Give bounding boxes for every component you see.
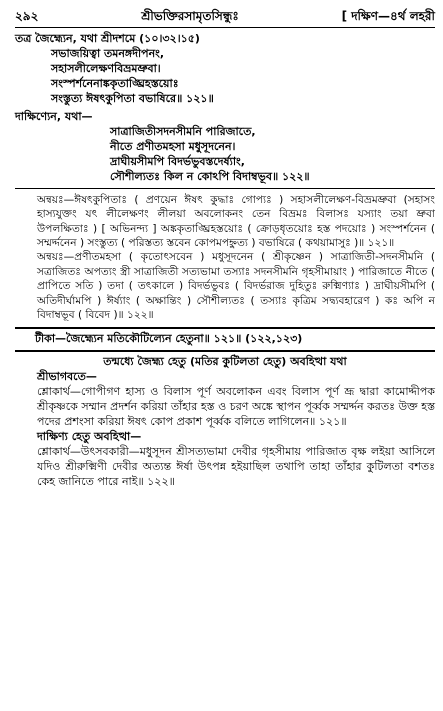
verse-block	[15, 47, 435, 107]
anvaya-paragraph: অন্বয়ঃ—প্রণীতমহসা ( কৃতোৎসবেন ) মধুসূদনেন ( শ্রীকৃষ্ণেন ) সাত্রাজিতী-সদনসীমনি ( সত্রাজিতঃ অপত্যং স্ত্রী সাত্রাজিতী সত্যভামা তস্যাঃ সদনসীমনি গৃহসীমায়াং ) পারিজাতে নীতে ( প্রাপিতে সতি ) তদা ( তৎকালে ) বিদর্ভভুবঃ ( বিদর্ভরাজ দুহিতুঃ রুক্মিণ্যাঃ ) দ্রাঘীয়সীমপি ( অতিদীর্ঘামপি ) ঈর্ষ্যাং ( অক্ষান্তিং ) সৌশীল্যতঃ ( তস্যাঃ কৃত্রিম সদ্ব্যবহারেণ ) কঃ অপি ন বিদাম্বভূব ( বিবেদ )॥ ১২২॥	[37, 251, 435, 322]
source-label: শ্রীভাগবতে—	[37, 370, 97, 384]
tika-rule	[15, 327, 435, 329]
anvaya-paragraph: অন্বয়ঃ—ঈষৎকুপিতাঃ ( প্রণয়েন ঈষৎ কু্দ্ধাঃ গোপ্যঃ ) সহাসলীলেক্ষণ-বিভ্রমভ্রুবা (সহাসং হাস্যযুক্তং যৎ লীলেক্ষণং লীলয়া অবলোকনং তেন বিভ্রমঃ বিলাসঃ যস্যাং তয়া ভ্রুবা উপলক্ষিতাঃ ) [ অভিনন্দ্য ] অঙ্ককৃতাঙ্ঘ্রিহস্তয়োঃ ( ক্রোড়ধৃতয়োঃ হস্ত পদয়োঃ ) সংস্পর্শনেন ( সম্মর্দ্দনেন ) সংস্তুত্য ( পরিস্তত্য স্তবেন কোপমপহ্নুত্য ) বভাষিরে ( কথয়ামাসুঃ )॥ ১২১॥	[37, 193, 435, 250]
section-label: [ দক্ষিণ—৪র্থ লহরী	[341, 9, 435, 23]
subheading: দাক্ষিণ্য হেতু অবহিত্থা—	[37, 430, 142, 444]
verse-line: সাত্রাজিতীসদনসীমনি পারিজাতে,	[110, 125, 256, 139]
verse-block	[15, 125, 435, 185]
section-rule	[15, 188, 435, 189]
verse-line: সভাজয়িত্বা তমনঙ্গদীপনং,	[51, 47, 165, 61]
shlokartha-paragraph: শ্লোকার্থ—গোপীগণ হাস্য ও বিলাস পূর্ণ অবলোকন এবং বিলাস পূর্ণ ভ্রূ দ্বারা কামোদ্দীপক শ্রীকৃষ্ণকে সম্মান প্রদর্শন করিয়া তাঁহার হস্ত ও চরণ অঙ্কে স্থাপন পূর্ব্বক সম্মর্দ্দন করতঃ উক্ত হস্ত পদের প্রশংসা করিয়া ঈষৎ কোপ প্রকাশ পূর্ব্বক বলিতে লাগিলেন॥ ১২১॥	[37, 385, 435, 429]
tika-line: টীকা—জৈহ্ম্যেন মতিকৌটিল্যেন হেতুনা॥ ১২১॥ (১২২,১২৩)	[35, 331, 303, 345]
verse-line: সৌশীল্যতঃ কিল ন কোঽপি বিদাম্বভূব॥ ১২২॥	[110, 169, 310, 183]
verse-intro: তত্র জৈহ্ম্যেন, যথা শ্রীদশমে (১০।৩২।১৫)	[15, 32, 200, 46]
page-number: ২৯২	[15, 9, 39, 23]
page-header	[15, 8, 435, 24]
shlokartha-paragraph: শ্লোকার্থ—উৎসবকারী—মধুসূদন শ্রীসত্যভামা দেবীর গৃহসীমায় পারিজাত বৃক্ষ লইয়া আসিলে যদিও শ্রীরুক্মিণী দেবীর অত্যন্ত ঈর্ষা উৎপন্ন হইয়াছিল তথাপি তাহা তাঁহার কুটিলতা বশতঃ কেহ জানিতে পারে নাই॥ ১২২॥	[37, 445, 435, 489]
verse-line: দ্রাঘীয়সীমপি বিদর্ভভুবস্তদের্ষ্যাং,	[110, 154, 245, 168]
tika-rule	[15, 350, 435, 352]
header-rule	[15, 27, 435, 28]
verse-line: সংস্পর্শনেনাঙ্ককৃতাঙ্ঘ্রিহস্তয়োঃ	[51, 77, 179, 91]
verse-line: নীতে প্রণীতমহসা মধুসূদনেন।	[110, 139, 236, 153]
verse-line: সহাসলীলেক্ষণবিভ্রমভ্রুবা।	[51, 62, 161, 76]
verse-line: সংস্তুত্য ঈষৎকুপিতা বভাষিরে॥ ১২১॥	[51, 92, 214, 106]
document-page	[15, 8, 435, 490]
book-title: শ্রীভক্তিরসামৃতসিন্ধুঃ	[141, 9, 239, 23]
verse-intro: দাক্ষিণ্যেন, যথা—	[15, 110, 93, 124]
subheading: তন্মধ্যে জৈহ্ম্য হেতু (মতির কুটিলতা হেতু) অবহিত্থা যথা	[103, 355, 347, 369]
